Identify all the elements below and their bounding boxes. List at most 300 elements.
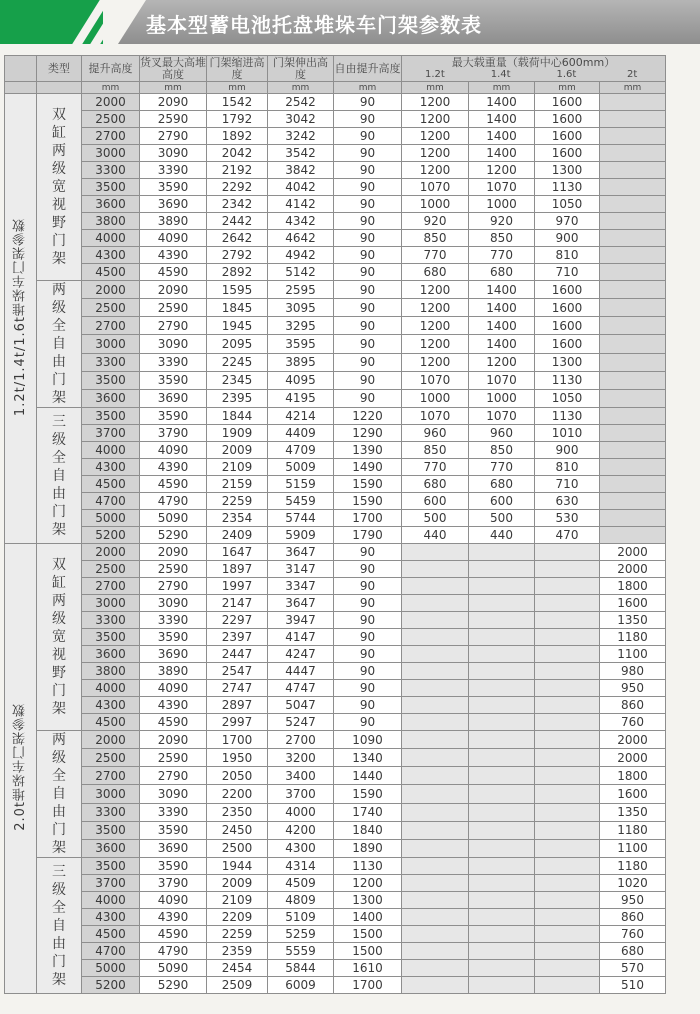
table-row <box>5 353 666 371</box>
table-cell: 1800 <box>600 767 666 785</box>
table-cell: 2000 <box>82 281 140 299</box>
table-row <box>5 595 666 612</box>
table-cell: 1200 <box>402 299 469 317</box>
mast-type-text: 两级全自由门架 <box>52 732 66 856</box>
table-cell: 2997 <box>207 714 268 731</box>
table-cell <box>600 371 666 389</box>
table-row <box>5 629 666 646</box>
table-cell: 1200 <box>402 353 469 371</box>
mast-type-label <box>37 858 82 994</box>
table-row <box>5 408 666 425</box>
table-cell <box>402 731 469 749</box>
table-cell: 1100 <box>600 646 666 663</box>
table-row <box>5 527 666 544</box>
table-cell: 90 <box>334 578 402 595</box>
table-cell: 4500 <box>82 714 140 731</box>
table-cell <box>600 299 666 317</box>
table-cell: 1700 <box>207 731 268 749</box>
table-row <box>5 909 666 926</box>
table-cell: 4447 <box>268 663 334 680</box>
table-cell <box>600 179 666 196</box>
table-cell <box>402 595 469 612</box>
table-cell: 2590 <box>140 111 207 128</box>
table-cell: 4342 <box>268 213 334 230</box>
table-cell: 2542 <box>268 94 334 111</box>
table-row <box>5 821 666 839</box>
table-row <box>5 680 666 697</box>
table-cell: 1130 <box>535 179 600 196</box>
table-cell: 3000 <box>82 335 140 353</box>
table-cell: 1200 <box>402 94 469 111</box>
table-cell: 1490 <box>334 459 402 476</box>
table-cell: 1200 <box>402 128 469 145</box>
table-cell: 90 <box>334 145 402 162</box>
table-cell: 2342 <box>207 196 268 213</box>
table-cell <box>600 476 666 493</box>
table-row <box>5 785 666 803</box>
table-cell: 1200 <box>402 111 469 128</box>
table-cell: 2297 <box>207 612 268 629</box>
table-cell: 2000 <box>82 544 140 561</box>
table-row <box>5 162 666 179</box>
table-cell <box>402 697 469 714</box>
table-row <box>5 960 666 977</box>
table-cell: 1350 <box>600 803 666 821</box>
table-cell <box>535 960 600 977</box>
table-cell: 1050 <box>535 196 600 213</box>
table-cell: 2892 <box>207 264 268 281</box>
table-cell: 4090 <box>140 442 207 459</box>
table-cell: 900 <box>535 230 600 247</box>
table-cell: 3300 <box>82 162 140 179</box>
table-cell: 1090 <box>334 731 402 749</box>
table-cell <box>469 697 535 714</box>
table-row <box>5 94 666 111</box>
table-cell: 4300 <box>82 247 140 264</box>
header-fork-stack-height: 货叉最大高堆高度 <box>140 55 206 81</box>
table-cell: 1700 <box>334 510 402 527</box>
table-cell: 90 <box>334 646 402 663</box>
table-cell: 2792 <box>207 247 268 264</box>
table-cell: 1440 <box>334 767 402 785</box>
table-cell: 3295 <box>268 317 334 335</box>
table-cell <box>469 544 535 561</box>
table-cell: 3147 <box>268 561 334 578</box>
table-cell: 3690 <box>140 389 207 407</box>
mast-type-label <box>37 281 82 408</box>
unit-cell: mm <box>402 82 469 94</box>
table-cell: 2642 <box>207 230 268 247</box>
table-cell: 3347 <box>268 578 334 595</box>
table-cell: 1200 <box>402 162 469 179</box>
table-cell: 2700 <box>82 128 140 145</box>
table-cell <box>469 646 535 663</box>
table-cell: 2350 <box>207 803 268 821</box>
unit-blank <box>37 82 82 94</box>
table-cell: 760 <box>600 714 666 731</box>
table-cell: 1000 <box>402 196 469 213</box>
table-row <box>5 578 666 595</box>
table-cell: 1220 <box>334 408 402 425</box>
table-cell: 1180 <box>600 629 666 646</box>
table-cell: 1600 <box>535 94 600 111</box>
table-cell: 4300 <box>268 839 334 857</box>
table-cell: 810 <box>535 459 600 476</box>
header-lift-height: 提升高度 <box>82 56 140 82</box>
table-cell: 970 <box>535 213 600 230</box>
table-cell: 1590 <box>334 476 402 493</box>
unit-blank <box>5 82 37 94</box>
table-cell: 1200 <box>402 317 469 335</box>
table-cell <box>469 821 535 839</box>
table-cell: 1600 <box>535 335 600 353</box>
table-cell: 4590 <box>140 476 207 493</box>
table-cell: 2200 <box>207 785 268 803</box>
table-cell: 4390 <box>140 697 207 714</box>
table-cell: 5744 <box>268 510 334 527</box>
header-mast-extend-height: 门架伸出高度 <box>268 56 334 82</box>
table-cell: 90 <box>334 213 402 230</box>
table-cell: 3700 <box>82 425 140 442</box>
table-cell <box>535 785 600 803</box>
table-cell: 4500 <box>82 476 140 493</box>
table-row <box>5 425 666 442</box>
table-cell <box>469 749 535 767</box>
table-cell: 4590 <box>140 264 207 281</box>
table-cell: 3800 <box>82 213 140 230</box>
table-cell: 1020 <box>600 875 666 892</box>
table-cell: 4409 <box>268 425 334 442</box>
table-row <box>5 145 666 162</box>
table-cell: 1180 <box>600 821 666 839</box>
table-cell: 4942 <box>268 247 334 264</box>
table-cell: 90 <box>334 196 402 213</box>
table-cell <box>402 839 469 857</box>
table-cell <box>469 663 535 680</box>
table-cell <box>469 629 535 646</box>
table-row <box>5 476 666 493</box>
table-cell: 3690 <box>140 839 207 857</box>
table-cell: 4590 <box>140 714 207 731</box>
mast-type-label <box>37 408 82 544</box>
table-cell: 5109 <box>268 909 334 926</box>
table-cell: 1600 <box>535 128 600 145</box>
table-cell: 4247 <box>268 646 334 663</box>
table-cell: 1000 <box>469 196 535 213</box>
table-cell: 2500 <box>82 749 140 767</box>
table-cell: 5009 <box>268 459 334 476</box>
table-cell: 1130 <box>535 371 600 389</box>
table-cell: 3590 <box>140 629 207 646</box>
table-cell: 5090 <box>140 960 207 977</box>
table-cell <box>469 926 535 943</box>
table-cell <box>600 527 666 544</box>
table-cell: 4142 <box>268 196 334 213</box>
table-cell: 2192 <box>207 162 268 179</box>
table-row <box>5 493 666 510</box>
table-cell: 5909 <box>268 527 334 544</box>
table-cell: 2009 <box>207 875 268 892</box>
mast-type-text: 三级全自由门架 <box>52 863 66 988</box>
unit-cell: mm <box>268 82 334 94</box>
table-cell <box>600 247 666 264</box>
table-row <box>5 281 666 299</box>
table-cell: 5290 <box>140 527 207 544</box>
table-cell: 90 <box>334 561 402 578</box>
table-cell: 810 <box>535 247 600 264</box>
unit-cell: mm <box>207 82 268 94</box>
table-cell: 2590 <box>140 561 207 578</box>
table-cell <box>469 803 535 821</box>
page-title: 基本型蓄电池托盘堆垛车门架参数表 <box>146 13 482 37</box>
table-cell: 3842 <box>268 162 334 179</box>
header-load-1-2t: 1.2t <box>424 68 445 80</box>
table-cell: 860 <box>600 697 666 714</box>
table-cell <box>535 977 600 994</box>
table-cell: 3890 <box>140 663 207 680</box>
table-cell: 4000 <box>82 230 140 247</box>
table-cell: 1200 <box>334 875 402 892</box>
table-cell: 630 <box>535 493 600 510</box>
table-cell: 4000 <box>82 680 140 697</box>
table-cell: 5559 <box>268 943 334 960</box>
table-row <box>5 371 666 389</box>
table-cell <box>600 162 666 179</box>
table-cell <box>600 111 666 128</box>
table-row <box>5 561 666 578</box>
table-cell: 2259 <box>207 926 268 943</box>
table-cell: 1300 <box>334 892 402 909</box>
table-cell <box>469 680 535 697</box>
table-cell: 1600 <box>535 111 600 128</box>
table-row <box>5 442 666 459</box>
table-cell: 710 <box>535 476 600 493</box>
table-cell: 90 <box>334 544 402 561</box>
table-cell: 1200 <box>402 335 469 353</box>
table-cell: 1500 <box>334 943 402 960</box>
table-cell: 4000 <box>268 803 334 821</box>
header-max-load-label: 最大载重量（载荷中心600mm） <box>451 55 616 69</box>
table-cell: 2090 <box>140 94 207 111</box>
table-cell: 3300 <box>82 803 140 821</box>
table-cell: 3500 <box>82 858 140 875</box>
table-cell: 1600 <box>535 299 600 317</box>
table-cell: 920 <box>402 213 469 230</box>
table-cell: 5459 <box>268 493 334 510</box>
table-cell: 4214 <box>268 408 334 425</box>
table-cell: 3895 <box>268 353 334 371</box>
table-cell: 2395 <box>207 389 268 407</box>
header-max-load <box>402 56 666 82</box>
table-cell: 1595 <box>207 281 268 299</box>
table-cell <box>600 128 666 145</box>
table-cell: 4790 <box>140 493 207 510</box>
unit-cell: mm <box>82 82 140 94</box>
table-cell: 1290 <box>334 425 402 442</box>
table-row <box>5 111 666 128</box>
table-row <box>5 510 666 527</box>
table-cell: 850 <box>469 442 535 459</box>
table-cell: 1890 <box>334 839 402 857</box>
table-cell <box>402 714 469 731</box>
table-cell: 3300 <box>82 353 140 371</box>
table-cell <box>600 230 666 247</box>
table-cell <box>535 821 600 839</box>
table-cell: 4700 <box>82 943 140 960</box>
table-cell: 1070 <box>402 179 469 196</box>
mast-type-label <box>37 731 82 858</box>
table-cell <box>600 317 666 335</box>
table-cell: 680 <box>469 264 535 281</box>
table-cell: 2447 <box>207 646 268 663</box>
table-cell: 440 <box>469 527 535 544</box>
table-cell: 2500 <box>82 111 140 128</box>
table-row <box>5 731 666 749</box>
table-cell: 1897 <box>207 561 268 578</box>
table-cell: 90 <box>334 629 402 646</box>
table-cell: 680 <box>402 264 469 281</box>
table-cell: 1100 <box>600 839 666 857</box>
table-cell: 90 <box>334 353 402 371</box>
table-cell <box>535 578 600 595</box>
table-cell: 1400 <box>469 111 535 128</box>
table-cell: 1845 <box>207 299 268 317</box>
table-cell <box>535 646 600 663</box>
table-cell: 3595 <box>268 335 334 353</box>
table-cell: 1400 <box>469 128 535 145</box>
group-label <box>5 94 37 544</box>
table-cell: 770 <box>402 247 469 264</box>
table-cell: 3300 <box>82 612 140 629</box>
table-cell: 2050 <box>207 767 268 785</box>
table-cell: 2159 <box>207 476 268 493</box>
table-cell: 2000 <box>600 731 666 749</box>
table-cell: 4390 <box>140 247 207 264</box>
table-cell: 1400 <box>334 909 402 926</box>
table-cell: 2509 <box>207 977 268 994</box>
table-row <box>5 459 666 476</box>
table-cell: 3600 <box>82 389 140 407</box>
table-cell <box>535 629 600 646</box>
table-cell: 90 <box>334 94 402 111</box>
table-cell: 1600 <box>535 145 600 162</box>
table-row <box>5 767 666 785</box>
table-cell <box>469 858 535 875</box>
table-cell <box>600 442 666 459</box>
table-cell: 3790 <box>140 875 207 892</box>
table-cell: 680 <box>469 476 535 493</box>
table-cell <box>600 196 666 213</box>
table-cell: 2500 <box>82 561 140 578</box>
group-label-text: 1.2t/1.4t/1.6t堆垛车门架参数 <box>12 217 28 417</box>
table-cell <box>535 943 600 960</box>
table-cell: 1130 <box>334 858 402 875</box>
table-cell: 760 <box>600 926 666 943</box>
table-cell <box>402 561 469 578</box>
table-cell: 90 <box>334 128 402 145</box>
table-cell: 1800 <box>600 578 666 595</box>
table-cell: 2000 <box>82 94 140 111</box>
table-cell: 3700 <box>82 875 140 892</box>
unit-cell: mm <box>535 82 600 94</box>
table-cell <box>402 926 469 943</box>
table-cell: 1997 <box>207 578 268 595</box>
table-cell: 3500 <box>82 408 140 425</box>
table-cell: 570 <box>600 960 666 977</box>
table-cell: 4500 <box>82 926 140 943</box>
table-cell <box>535 544 600 561</box>
table-row <box>5 196 666 213</box>
table-cell: 1600 <box>600 785 666 803</box>
table-cell <box>600 213 666 230</box>
table-cell <box>600 353 666 371</box>
table-cell: 2090 <box>140 731 207 749</box>
table-cell: 4300 <box>82 459 140 476</box>
table-row <box>5 247 666 264</box>
table-cell: 1070 <box>469 371 535 389</box>
table-cell: 1790 <box>334 527 402 544</box>
table-cell: 960 <box>469 425 535 442</box>
table-cell: 1950 <box>207 749 268 767</box>
table-cell: 4090 <box>140 892 207 909</box>
table-cell: 90 <box>334 317 402 335</box>
table-cell: 2259 <box>207 493 268 510</box>
table-cell <box>535 858 600 875</box>
table-cell: 2790 <box>140 317 207 335</box>
table-cell <box>469 839 535 857</box>
table-cell: 1647 <box>207 544 268 561</box>
table-cell <box>402 578 469 595</box>
table-cell: 510 <box>600 977 666 994</box>
table-cell: 1200 <box>469 162 535 179</box>
header-type: 类型 <box>37 56 82 82</box>
table-cell: 3647 <box>268 544 334 561</box>
table-cell: 3000 <box>82 145 140 162</box>
table-cell: 530 <box>535 510 600 527</box>
table-cell: 2354 <box>207 510 268 527</box>
table-cell: 90 <box>334 371 402 389</box>
table-cell: 2090 <box>140 281 207 299</box>
table-cell: 90 <box>334 230 402 247</box>
table-row <box>5 892 666 909</box>
table-cell: 1350 <box>600 612 666 629</box>
table-row <box>5 749 666 767</box>
table-cell: 3390 <box>140 612 207 629</box>
table-row <box>5 264 666 281</box>
mast-type-label <box>37 94 82 281</box>
table-cell <box>600 94 666 111</box>
table-cell <box>535 909 600 926</box>
table-row <box>5 943 666 960</box>
table-cell <box>535 663 600 680</box>
table-cell: 4090 <box>140 230 207 247</box>
table-cell: 2000 <box>82 731 140 749</box>
header-load-1-6t: 1.6t <box>556 68 577 80</box>
table-cell <box>402 767 469 785</box>
table-cell: 90 <box>334 680 402 697</box>
table-row <box>5 335 666 353</box>
table-cell <box>469 714 535 731</box>
table-cell: 470 <box>535 527 600 544</box>
table-cell: 920 <box>469 213 535 230</box>
table-cell: 900 <box>535 442 600 459</box>
table-cell <box>402 943 469 960</box>
table-cell: 1200 <box>402 281 469 299</box>
table-cell: 1070 <box>402 408 469 425</box>
table-cell: 1010 <box>535 425 600 442</box>
table-cell <box>402 977 469 994</box>
table-cell <box>535 561 600 578</box>
